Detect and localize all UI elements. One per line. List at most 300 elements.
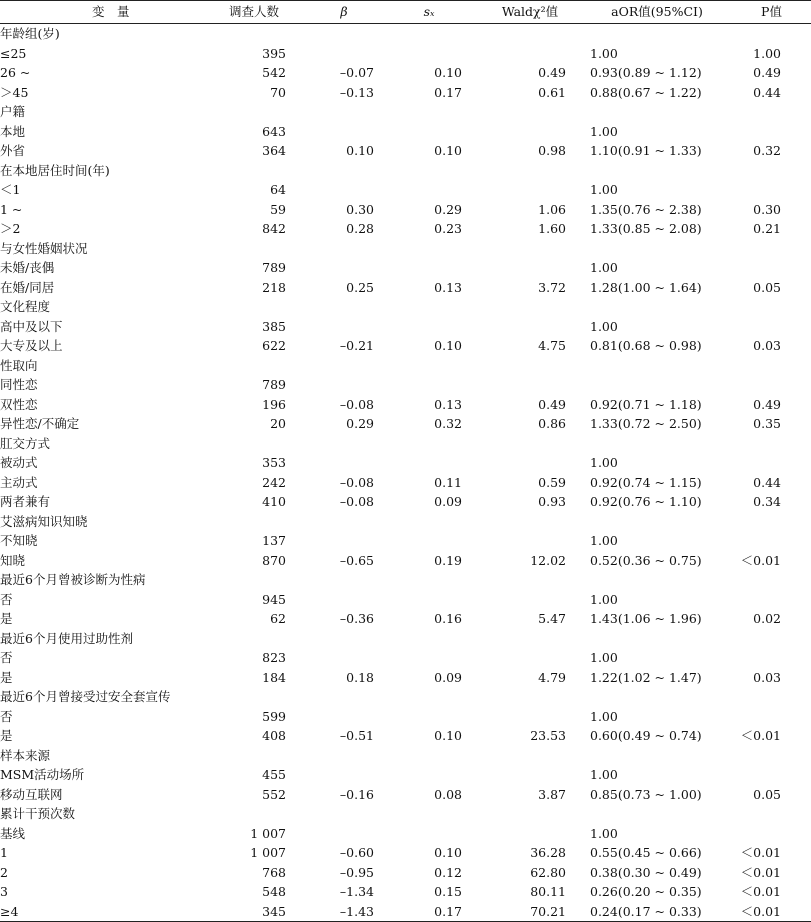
cell-se: 0.13	[434, 279, 462, 295]
cell-variable: ≥4	[0, 902, 200, 922]
cell-variable: 在本地居住时间(年)	[0, 162, 110, 178]
cell-wald: 0.93	[538, 494, 566, 509]
cell-p: 0.35	[753, 416, 781, 431]
cell-se: 0.29	[434, 201, 462, 217]
cell-aor	[582, 102, 732, 122]
cell-se: 0.12	[434, 864, 462, 880]
header-p: P值	[732, 1, 811, 24]
header-row	[0, 1, 811, 24]
cell-se: 0.10	[434, 728, 462, 743]
cell-se	[380, 746, 478, 766]
table-row	[0, 453, 811, 473]
cell-n: 455	[262, 767, 286, 782]
cell-p: 0.32	[753, 143, 781, 158]
cell-se	[380, 317, 478, 337]
cell-wald	[478, 434, 582, 454]
cell-beta	[308, 453, 380, 473]
cell-p	[732, 122, 811, 142]
cell-aor	[582, 356, 732, 376]
table-row	[0, 668, 811, 688]
cell-se: 0.23	[434, 221, 462, 236]
cell-wald: 0.49	[538, 65, 566, 80]
cell-n	[200, 629, 308, 649]
category-row	[0, 804, 811, 824]
cell-aor	[582, 570, 732, 590]
cell-aor	[582, 297, 732, 317]
cell-p: 0.30	[753, 201, 781, 217]
category-row	[0, 297, 811, 317]
cell-wald	[478, 531, 582, 551]
cell-aor	[582, 687, 732, 707]
cell-n: 789	[262, 377, 286, 392]
cell-wald	[478, 122, 582, 142]
cell-wald: 0.86	[538, 416, 566, 431]
cell-aor: 1.00	[590, 182, 618, 197]
cell-se	[380, 707, 478, 727]
cell-wald: 4.75	[538, 338, 566, 353]
cell-beta	[308, 297, 380, 317]
cell-wald: 12.02	[530, 552, 566, 568]
table-row	[0, 824, 811, 844]
cell-n: 622	[262, 338, 286, 353]
cell-wald: 3.72	[538, 279, 566, 295]
cell-wald	[478, 297, 582, 317]
cell-se	[380, 24, 478, 44]
cell-wald	[478, 356, 582, 376]
cell-wald: 62.80	[530, 864, 566, 880]
cell-se: 0.10	[434, 143, 462, 158]
cell-beta	[308, 804, 380, 824]
cell-n: 599	[262, 708, 286, 724]
cell-aor: 1.00	[590, 767, 618, 782]
cell-beta: 0.18	[346, 669, 374, 685]
cell-p	[732, 180, 811, 200]
cell-beta	[308, 824, 380, 844]
category-row	[0, 102, 811, 122]
cell-beta: –0.65	[339, 552, 374, 568]
cell-beta: –0.13	[339, 84, 374, 100]
cell-aor: 1.22(1.02 ~ 1.47)	[590, 669, 702, 685]
cell-beta	[308, 375, 380, 395]
cell-wald	[478, 570, 582, 590]
cell-variable: 移动互联网	[0, 786, 63, 802]
cell-beta	[308, 629, 380, 649]
category-row	[0, 746, 811, 766]
cell-variable: 两者兼有	[0, 494, 51, 509]
table-row	[0, 44, 811, 64]
cell-variable: ≤25	[0, 45, 27, 61]
category-row	[0, 161, 811, 181]
cell-n: 542	[262, 65, 286, 80]
cell-aor: 1.10(0.91 ~ 1.33)	[590, 143, 702, 158]
cell-p	[732, 707, 811, 727]
cell-se	[380, 102, 478, 122]
cell-n: 20	[270, 416, 286, 431]
cell-variable: 最近6个月使用过助性剂	[0, 630, 133, 646]
cell-variable: 双性恋	[0, 396, 38, 412]
cell-variable: 高中及以下	[0, 318, 63, 334]
cell-aor: 1.35(0.76 ~ 2.38)	[590, 201, 702, 217]
cell-n: 345	[200, 902, 308, 922]
cell-p	[732, 258, 811, 278]
cell-variable: 不知晓	[0, 533, 38, 548]
cell-wald: 70.21	[478, 902, 582, 922]
table-header	[0, 1, 811, 24]
cell-n	[200, 570, 308, 590]
cell-se	[380, 824, 478, 844]
cell-n	[200, 746, 308, 766]
table-row	[0, 83, 811, 103]
cell-aor	[582, 746, 732, 766]
cell-n	[200, 804, 308, 824]
cell-wald	[478, 629, 582, 649]
header-variable: 变 量	[0, 1, 200, 24]
cell-variable: 3	[0, 884, 8, 899]
cell-variable: 同性恋	[0, 377, 38, 392]
cell-se	[380, 297, 478, 317]
cell-variable: 主动式	[0, 474, 38, 490]
cell-variable: 累计干预次数	[0, 806, 76, 821]
cell-p	[732, 102, 811, 122]
cell-wald: 4.79	[538, 669, 566, 685]
cell-beta	[308, 180, 380, 200]
cell-aor: 1.28(1.00 ~ 1.64)	[590, 279, 702, 295]
cell-p: ＜0.01	[740, 552, 781, 568]
cell-p	[732, 765, 811, 785]
cell-n	[200, 102, 308, 122]
cell-beta: 0.28	[346, 221, 374, 236]
cell-aor: 1.00	[590, 123, 618, 139]
cell-p: 0.49	[753, 396, 781, 412]
cell-wald: 36.28	[530, 845, 566, 860]
cell-wald	[478, 258, 582, 278]
cell-se: 0.13	[434, 396, 462, 412]
cell-beta	[308, 356, 380, 376]
cell-n: 643	[262, 123, 286, 139]
cell-p: 0.44	[753, 84, 781, 100]
cell-p	[732, 687, 811, 707]
category-row	[0, 24, 811, 44]
cell-beta: –0.07	[339, 65, 374, 80]
cell-se	[380, 122, 478, 142]
cell-n: 62	[270, 611, 286, 626]
table-row	[0, 258, 811, 278]
table-row	[0, 395, 811, 415]
cell-aor: 1.33(0.72 ~ 2.50)	[590, 416, 702, 431]
cell-p	[732, 648, 811, 668]
cell-n: 408	[262, 728, 286, 743]
cell-beta: –1.34	[339, 884, 374, 899]
cell-wald: 80.11	[530, 884, 566, 899]
table-row	[0, 863, 811, 883]
cell-wald	[478, 512, 582, 532]
cell-variable: 2	[0, 864, 8, 880]
cell-n: 945	[262, 591, 286, 607]
cell-n	[200, 239, 308, 259]
cell-beta: –0.60	[339, 845, 374, 860]
cell-aor: 1.00	[590, 591, 618, 607]
cell-n: 196	[262, 396, 286, 412]
cell-beta: –0.16	[339, 786, 374, 802]
cell-p	[732, 824, 811, 844]
cell-n	[200, 356, 308, 376]
cell-wald	[478, 102, 582, 122]
cell-variable: 被动式	[0, 455, 38, 470]
cell-n: 870	[262, 552, 286, 568]
cell-p: ＜0.01	[740, 884, 781, 899]
cell-se	[380, 258, 478, 278]
cell-p	[732, 434, 811, 454]
cell-n: 548	[262, 884, 286, 899]
cell-aor	[582, 629, 732, 649]
cell-se	[380, 453, 478, 473]
cell-beta	[308, 161, 380, 181]
cell-se	[380, 629, 478, 649]
cell-se	[380, 512, 478, 532]
cell-n: 70	[270, 84, 286, 100]
cell-se	[380, 161, 478, 181]
cell-p: ＜0.01	[740, 864, 781, 880]
table-row	[0, 317, 811, 337]
cell-variable: 否	[0, 708, 13, 724]
cell-aor	[582, 434, 732, 454]
cell-wald	[478, 687, 582, 707]
cell-wald: 3.87	[538, 786, 566, 802]
cell-n: 218	[262, 279, 286, 295]
cell-beta	[308, 434, 380, 454]
cell-variable: 异性恋/不确定	[0, 416, 80, 431]
table-body	[0, 24, 811, 922]
table-row	[0, 492, 811, 512]
cell-se	[380, 648, 478, 668]
cell-n: 64	[270, 182, 286, 197]
cell-variable: 是	[0, 728, 13, 743]
cell-se: 0.09	[434, 669, 462, 685]
category-row	[0, 512, 811, 532]
cell-beta: –0.08	[339, 494, 374, 509]
cell-aor: 1.00	[590, 318, 618, 334]
cell-wald	[478, 648, 582, 668]
cell-aor: 1.00	[590, 825, 618, 841]
cell-aor: 0.81(0.68 ~ 0.98)	[590, 338, 702, 353]
cell-beta: –0.08	[339, 396, 374, 412]
cell-se	[380, 239, 478, 259]
cell-variable: 文化程度	[0, 299, 51, 314]
cell-p	[732, 804, 811, 824]
cell-wald: 5.47	[538, 611, 566, 626]
cell-aor: 0.92(0.76 ~ 1.10)	[590, 494, 702, 509]
cell-aor: 1.00	[590, 455, 618, 470]
cell-n: 768	[262, 864, 286, 880]
cell-variable: 样本来源	[0, 747, 51, 763]
cell-aor: 1.00	[590, 260, 618, 275]
cell-se	[380, 44, 478, 64]
table-row	[0, 278, 811, 298]
cell-se: 0.11	[434, 474, 462, 490]
cell-p: ＜0.01	[732, 902, 811, 922]
cell-aor	[582, 375, 732, 395]
cell-variable: 最近6个月曾被诊断为性病	[0, 572, 146, 587]
cell-beta	[308, 746, 380, 766]
cell-variable: 大专及以上	[0, 338, 63, 353]
cell-aor: 0.55(0.45 ~ 0.66)	[590, 845, 702, 860]
cell-beta	[308, 122, 380, 142]
cell-n	[200, 297, 308, 317]
cell-se	[380, 765, 478, 785]
cell-wald	[478, 746, 582, 766]
table-row	[0, 473, 811, 493]
cell-wald: 1.06	[538, 201, 566, 217]
cell-wald: 0.49	[538, 396, 566, 412]
cell-variable: 外省	[0, 143, 26, 158]
cell-variable: 是	[0, 611, 13, 626]
cell-p: 0.05	[753, 786, 781, 802]
table-row	[0, 609, 811, 629]
cell-variable: 1	[0, 845, 8, 860]
cell-n: 552	[262, 786, 286, 802]
cell-n: 59	[270, 201, 286, 217]
cell-se	[380, 590, 478, 610]
table-row	[0, 414, 811, 434]
cell-n: 242	[262, 474, 286, 490]
cell-se: 0.10	[434, 338, 462, 353]
cell-beta: –0.36	[339, 611, 374, 626]
cell-se: 0.32	[434, 416, 462, 431]
cell-se: 0.09	[434, 494, 462, 509]
cell-variable: 否	[0, 650, 13, 665]
cell-p	[732, 570, 811, 590]
cell-variable: 否	[0, 591, 13, 607]
table-row	[0, 180, 811, 200]
cell-beta: –0.21	[339, 338, 374, 353]
cell-wald	[478, 375, 582, 395]
cell-p: ＜0.01	[740, 728, 781, 743]
cell-n: 1 007	[250, 825, 286, 841]
cell-n: 364	[262, 143, 286, 158]
table-row	[0, 785, 811, 805]
cell-se: 0.19	[434, 552, 462, 568]
category-row	[0, 687, 811, 707]
table-row	[0, 375, 811, 395]
cell-variable: MSM活动场所	[0, 767, 85, 782]
cell-n	[200, 687, 308, 707]
cell-wald: 23.53	[530, 728, 566, 743]
cell-p: 0.03	[753, 338, 781, 353]
cell-beta	[308, 570, 380, 590]
cell-n	[200, 161, 308, 181]
cell-wald: 1.60	[538, 221, 566, 236]
cell-p: 0.02	[753, 611, 781, 626]
cell-beta: –0.51	[339, 728, 374, 743]
cell-se	[380, 356, 478, 376]
cell-aor: 1.00	[590, 708, 618, 724]
cell-wald	[478, 317, 582, 337]
cell-n: 410	[262, 494, 286, 509]
table-row	[0, 219, 811, 239]
cell-beta: 0.25	[346, 279, 374, 295]
cell-beta	[308, 707, 380, 727]
cell-se	[380, 570, 478, 590]
cell-n: 184	[262, 669, 286, 685]
cell-n: 823	[262, 650, 286, 665]
cell-p	[732, 453, 811, 473]
cell-variable: 1 ~	[0, 201, 23, 217]
cell-aor	[582, 804, 732, 824]
cell-p: 0.49	[753, 65, 781, 80]
cell-se: 0.15	[434, 884, 462, 899]
cell-aor: 1.00	[590, 533, 618, 548]
cell-beta	[308, 317, 380, 337]
cell-aor	[582, 24, 732, 44]
cell-se	[380, 375, 478, 395]
category-row	[0, 570, 811, 590]
table-row	[0, 141, 811, 161]
cell-aor: 1.00	[590, 650, 618, 665]
cell-p: 0.21	[753, 221, 781, 236]
cell-wald	[478, 239, 582, 259]
cell-aor: 0.52(0.36 ~ 0.75)	[590, 552, 702, 568]
header-se: sₓ	[380, 1, 478, 24]
table-row	[0, 200, 811, 220]
table-row	[0, 765, 811, 785]
cell-variable: 26 ~	[0, 65, 31, 80]
cell-aor: 0.24(0.17 ~ 0.33)	[582, 902, 732, 922]
table-row	[0, 902, 811, 922]
cell-aor: 1.00	[590, 45, 618, 61]
cell-aor: 0.85(0.73 ~ 1.00)	[590, 786, 702, 802]
cell-n	[200, 434, 308, 454]
cell-aor: 0.26(0.20 ~ 0.35)	[590, 884, 702, 899]
cell-aor: 0.92(0.74 ~ 1.15)	[590, 474, 702, 490]
cell-n: 395	[262, 45, 286, 61]
cell-wald	[478, 590, 582, 610]
cell-wald: 0.98	[538, 143, 566, 158]
cell-n: 1 007	[250, 845, 286, 860]
cell-variable: ＞45	[0, 84, 29, 100]
header-beta: β	[308, 1, 380, 24]
cell-beta	[308, 44, 380, 64]
cell-aor	[582, 512, 732, 532]
header-aor: aOR值(95%CI)	[582, 1, 732, 24]
cell-p: 1.00	[753, 45, 781, 61]
cell-n: 842	[262, 221, 286, 236]
cell-beta: 0.29	[346, 416, 374, 431]
cell-se	[380, 804, 478, 824]
cell-beta: –0.95	[339, 864, 374, 880]
cell-wald	[478, 707, 582, 727]
cell-p	[732, 297, 811, 317]
cell-variable: 知晓	[0, 552, 26, 568]
table-row	[0, 726, 811, 746]
table-row	[0, 648, 811, 668]
cell-p	[732, 24, 811, 44]
cell-variable: 艾滋病知识知晓	[0, 513, 88, 529]
cell-variable: 最近6个月曾接受过安全套宣传	[0, 689, 171, 704]
category-row	[0, 239, 811, 259]
cell-se	[380, 687, 478, 707]
cell-beta	[308, 648, 380, 668]
cell-variable: 与女性婚姻状况	[0, 240, 88, 256]
cell-beta	[308, 687, 380, 707]
cell-n: 385	[262, 318, 286, 334]
cell-variable: 是	[0, 669, 13, 685]
cell-n	[200, 24, 308, 44]
cell-wald	[478, 161, 582, 181]
cell-p: 0.34	[753, 494, 781, 509]
cell-se: 0.10	[434, 65, 462, 80]
cell-aor	[582, 161, 732, 181]
cell-se: 0.17	[380, 902, 478, 922]
